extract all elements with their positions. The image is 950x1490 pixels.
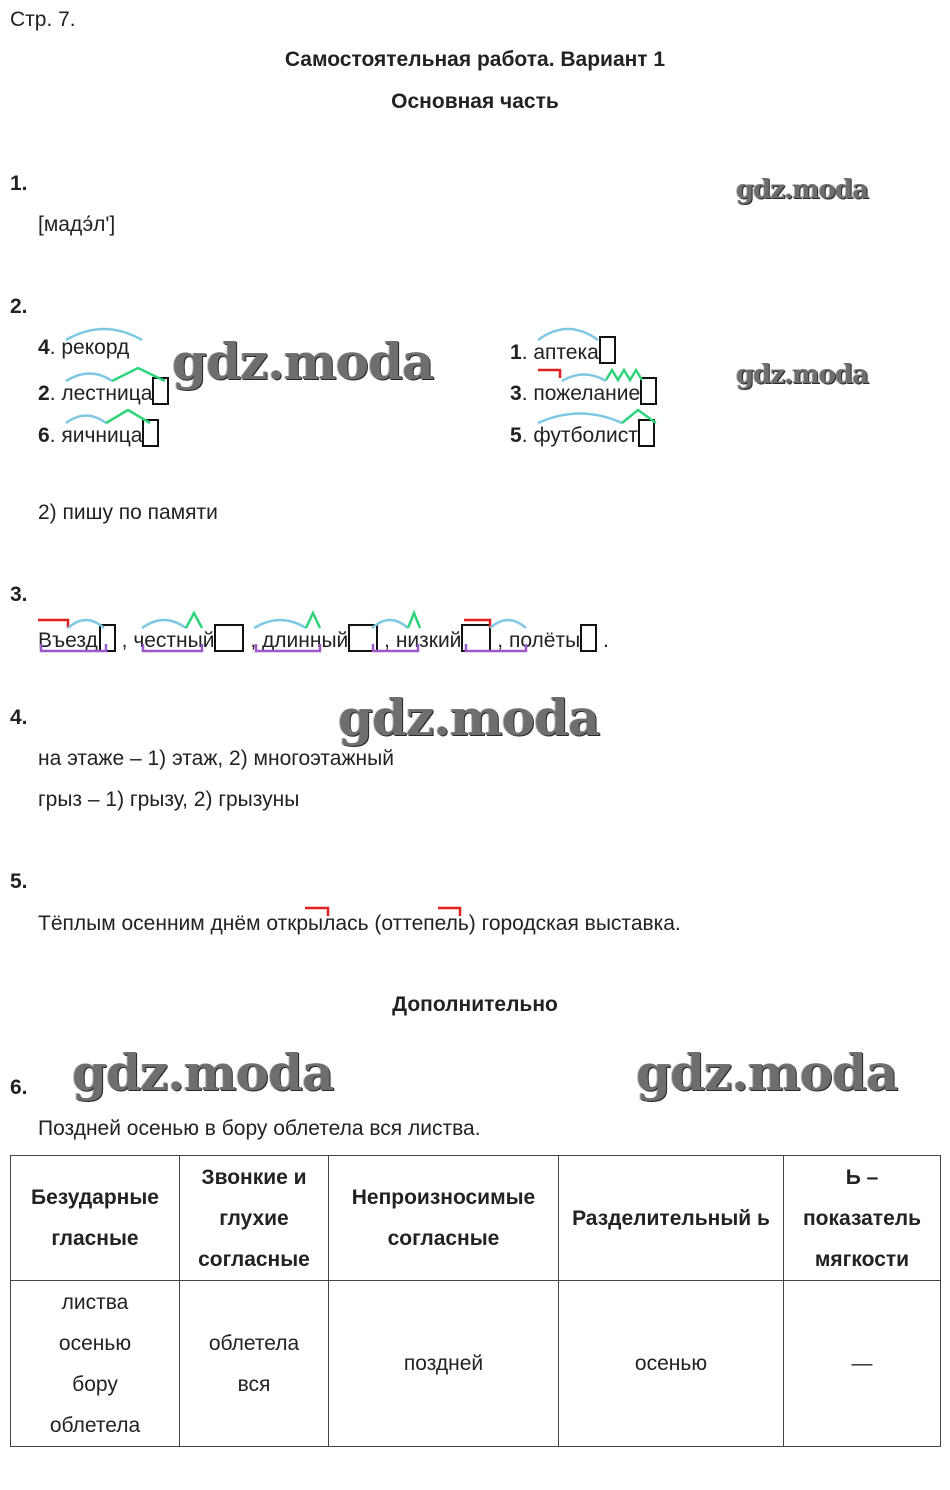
ending-box — [638, 419, 655, 447]
watermark: gdz.moda — [736, 175, 869, 205]
task-number: 2. — [10, 295, 28, 318]
watermark: gdz.moda — [72, 1043, 334, 1102]
ending-box — [640, 377, 657, 405]
section-title: Основная часть — [391, 90, 559, 113]
task-number: 6. — [10, 1076, 28, 1099]
table-cell: — — [784, 1281, 941, 1447]
answer-line: на этаже – 1) этаж, 2) многоэтажный — [38, 747, 394, 770]
sentence: Тёплым осенним днём открылась (оттепель) городская выставка. — [38, 912, 681, 935]
word-item: 5. футболист — [510, 419, 655, 448]
watermark: gdz.moda — [172, 332, 434, 391]
table-cell: поздней — [329, 1281, 559, 1447]
word-item: 3. пожелание — [510, 377, 657, 406]
table-cell: осенью — [559, 1281, 784, 1447]
task-number: 5. — [10, 870, 28, 893]
analysis-table — [10, 1155, 941, 1447]
answer-line: грыз – 1) грызу, 2) грызуны — [38, 788, 300, 811]
column-header: Непроизносимые согласные — [329, 1156, 559, 1281]
table-cell: облетела вся — [180, 1281, 329, 1447]
transcription: [мадэ́л'] — [38, 213, 116, 236]
page-number: Стр. 7. — [10, 8, 76, 31]
watermark: gdz.moda — [636, 1043, 898, 1102]
sentence: Поздней осенью в бору облетела вся листва. — [38, 1117, 481, 1140]
ending-box — [152, 377, 169, 405]
task-number: 1. — [10, 172, 28, 195]
page-title: Самостоятельная работа. Вариант 1 — [284, 48, 666, 71]
table-header-row — [11, 1156, 941, 1281]
word-item: 1. аптека — [510, 336, 616, 365]
ending-box — [142, 419, 159, 447]
watermark: gdz.moda — [736, 360, 869, 390]
word-item: 4. рекорд — [38, 336, 130, 359]
task-number: 4. — [10, 706, 28, 729]
column-header: Разделительный ь — [559, 1156, 784, 1281]
ending-box — [599, 336, 616, 364]
column-header: Ь – показатель мягкости — [784, 1156, 941, 1281]
column-header: Безударные гласные — [11, 1156, 180, 1281]
column-header: Звонкие и глухие согласные — [180, 1156, 329, 1281]
section-title: Дополнительно — [392, 993, 558, 1016]
table-row — [11, 1281, 941, 1447]
table-cell: листва осенью бору облетела — [11, 1281, 180, 1447]
answer-text: 2) пишу по памяти — [38, 501, 218, 524]
word-item: 6. яичница — [38, 419, 159, 448]
word-item: 2. лестница — [38, 377, 169, 406]
watermark: gdz.moda — [338, 688, 600, 747]
morpheme-line: Въезд , честный , длинный , низкий , полёты . — [38, 624, 609, 653]
task-number: 3. — [10, 583, 28, 606]
